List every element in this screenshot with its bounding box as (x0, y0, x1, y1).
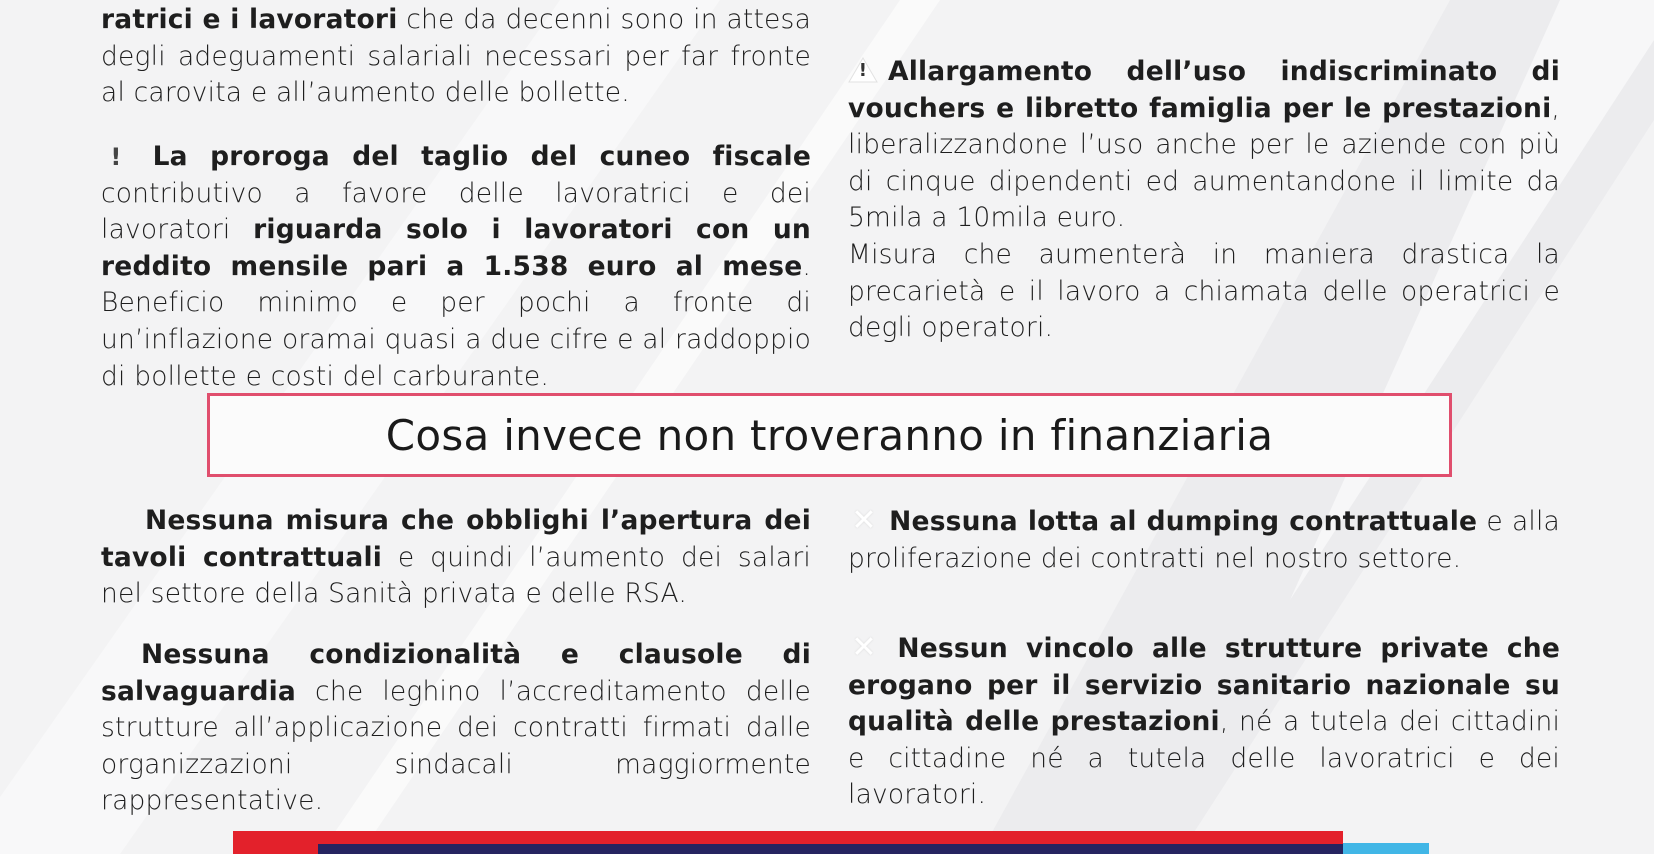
body-text: che leghino l’accreditamento delle strutture all’applicazione dei contratti firmati dalle organizzazioni sindacali maggiormente rappresentative. (101, 675, 811, 817)
body-text: . Beneficio minimo e per pochi a fronte di un’inflazione oramai quasi a due cifre e al raddoppio di bollette e costi del carburante. (101, 250, 811, 392)
bold-text: Nessuna misura che obblighi l’apertura dei tavoli contrattuali (101, 505, 811, 573)
footer-navy-band (318, 844, 1343, 854)
bold-text: La proroga del taglio del cuneo fiscale (152, 141, 812, 172)
body-text: contributivo a favore delle lavoratrici e dei lavoratori (101, 177, 811, 246)
right-column-dumping (848, 503, 1560, 577)
paragraph-tavoli-contrattuali (101, 503, 811, 613)
bold-text: Nessun vincolo alle strutture private che erogano per il servizio sanitario nazionale su qualità delle prestazioni (848, 633, 1561, 738)
cross-icon: ✕ (851, 503, 877, 538)
bold-text: Nessuna condizionalità e clausole di salvaguardia (101, 639, 811, 707)
paragraph-vouchers (848, 54, 1560, 347)
bold-text: ratrici e i lavoratori (101, 4, 398, 35)
paragraph-dumping (848, 503, 1560, 577)
paragraph-clausole-salvaguardia (101, 637, 811, 820)
body-text: Misura che aumenterà in maniera drastica la precarietà e il lavoro a chiamata delle operatrici e degli operatori. (848, 238, 1560, 344)
bold-text: Allargamento dell’uso indiscriminato di vouchers e libretto famiglia per le prestazioni (848, 56, 1560, 124)
left-column (101, 2, 811, 112)
left-column-cuneo (101, 139, 811, 395)
left-column-tavoli (101, 503, 811, 613)
body-text: e alla proliferazione dei contratti nel nostro settore. (848, 506, 1560, 574)
warning-icon (848, 57, 878, 83)
section-heading: Cosa invece non troveranno in finanziaria (385, 410, 1274, 460)
cross-icon: ✕ (851, 630, 877, 665)
body-text: e quindi l’aumento dei salari nel settore della Sanità privata e delle RSA. (101, 541, 811, 610)
section-heading-box (207, 393, 1452, 477)
bold-text: riguarda solo i lavoratori con un reddito mensile pari a 1.538 euro al mese (101, 214, 811, 282)
footer-cyan-band (1343, 843, 1429, 854)
right-column-vincolo (848, 630, 1560, 814)
body-text: , liberalizzandone l’uso anche per le aziende con più di cinque dipendenti ed aumentandone il limite da 5mila a 10mila euro. (848, 92, 1560, 234)
left-column-clausole (101, 637, 811, 820)
right-column-vouchers (848, 54, 1560, 347)
warning-icon-mark: ! (858, 60, 868, 81)
exclamation-icon: ! (110, 143, 122, 171)
paragraph-vincolo-strutture (848, 630, 1560, 814)
bold-text: Nessuna lotta al dumping contrattuale (889, 506, 1478, 537)
paragraph-cuneo-fiscale (101, 139, 811, 395)
body-text: , né a tutela dei cittadini e cittadine né a tutela delle lavoratrici e dei lavoratori. (848, 706, 1561, 811)
paragraph-salary-adjustment (101, 2, 811, 112)
body-text: che da decenni sono in attesa degli adeguamenti salariali necessari per far fronte al carovita e all’aumento delle bollette. (101, 4, 812, 109)
